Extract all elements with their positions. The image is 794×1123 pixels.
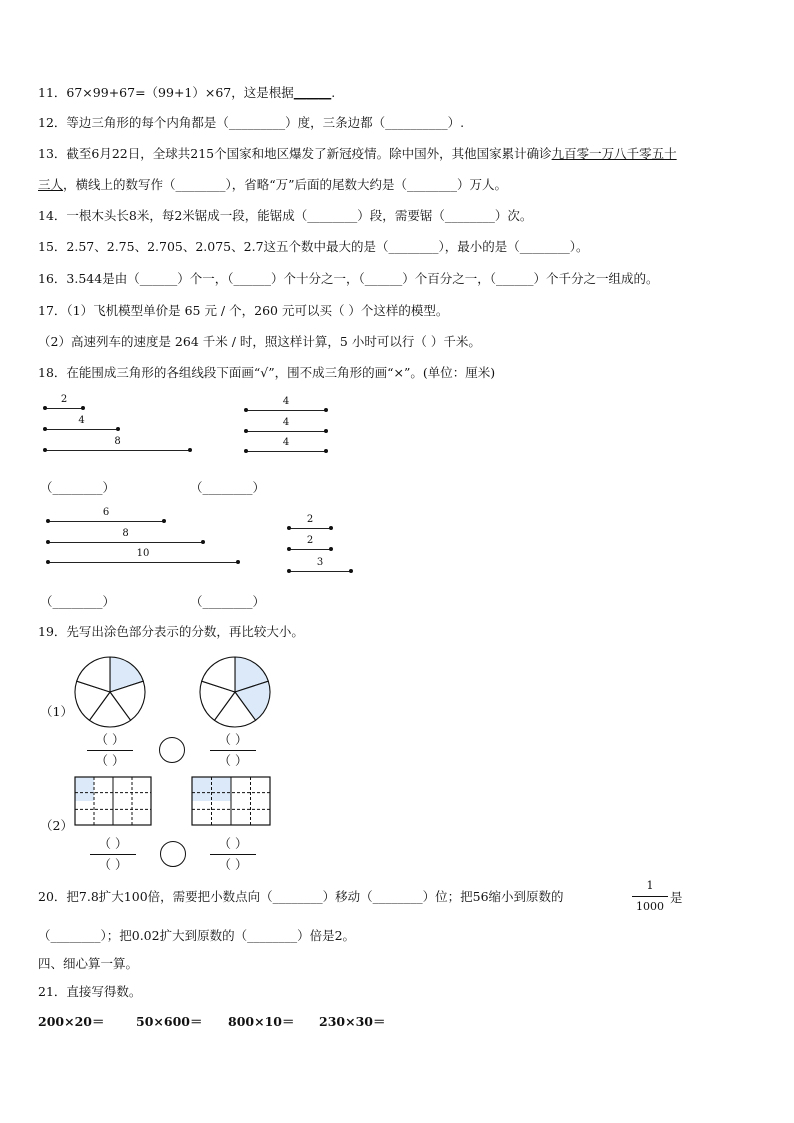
question-18: 18．在能围成三角形的各组线段下面画“√”，围不成三角形的画“×”。(单位：厘米) — [38, 365, 496, 380]
grid-cell — [94, 801, 113, 825]
fraction-answer[interactable]: （ ） （ ） — [210, 732, 256, 769]
question-20-suffix: 是 — [670, 890, 683, 905]
calc-item: 200×20＝ — [38, 1014, 105, 1029]
grid-cell-shaded — [75, 777, 94, 801]
pie-slices — [75, 657, 145, 727]
question-11: 11．67×99+67=（99+1）×67，这是根据______. — [38, 85, 336, 100]
grid-cell-shaded — [192, 777, 212, 801]
section-heading: 四、细心算一算。 — [38, 956, 139, 971]
fraction-answer[interactable]: （ ） （ ） — [210, 836, 256, 873]
compare-circle[interactable] — [159, 737, 185, 763]
grid-cell — [94, 777, 113, 801]
grid-cell — [251, 801, 271, 825]
question-17-part1: 17．（1）飞机模型单价是 65 元 / 个，260 元可以买（ ）个这样的模型。 — [38, 303, 449, 318]
grid-cell — [132, 801, 151, 825]
grid-cell — [212, 801, 232, 825]
question-20-line1: 20．把7.8扩大100倍，需要把小数点向（________）移动（________）位；把56缩小到原数的 — [38, 889, 564, 904]
question-19: 19．先写出涂色部分表示的分数，再比较大小。 — [38, 624, 304, 639]
question-20-line2: （________）；把0.02扩大到原数的（________）倍是2。 — [38, 928, 356, 943]
calc-item: 230×30＝ — [319, 1014, 386, 1029]
pie-slices — [200, 657, 270, 727]
grid-cell — [113, 777, 132, 801]
grid-figure-2 — [191, 776, 271, 826]
answer-blank[interactable]: ______ — [293, 85, 332, 100]
grid-cells — [192, 777, 270, 825]
grid-cell — [251, 777, 271, 801]
question-15: 15．2.57、2.75、2.705、2.075、2.7这五个数中最大的是（________），最小的是（________）。 — [38, 239, 589, 254]
question-14: 14．一根木头长8米，每2米锯成一段，能锯成（________）段，需要锯（________）次。 — [38, 208, 533, 223]
grid-cell — [192, 801, 212, 825]
grid-cell — [132, 777, 151, 801]
calc-item: 50×600＝ — [136, 1014, 203, 1029]
grid-cell — [231, 801, 251, 825]
answer-blank[interactable]: （________） — [40, 594, 116, 609]
pie-figure-1 — [72, 654, 148, 730]
question-13-line1: 13．截至6月22日，全球共215个国家和地区爆发了新冠疫情。除中国外，其他国家累计确诊九百零一万八千零五十 — [38, 146, 677, 161]
compare-circle[interactable] — [160, 841, 186, 867]
question-12: 12．等边三角形的每个内角都是（_________）度，三条边都（__________）. — [38, 115, 465, 130]
question-21: 21．直接写得数。 — [38, 984, 142, 999]
grid-cell — [231, 777, 251, 801]
fraction-answer[interactable]: （ ） （ ） — [90, 836, 136, 873]
calc-item: 800×10＝ — [228, 1014, 295, 1029]
grid-cell-shaded — [212, 777, 232, 801]
grid-cell — [113, 801, 132, 825]
grid-cell — [75, 801, 94, 825]
question-16: 16．3.544是由（______）个一，（______）个十分之一，（______）个百分之一，（______）个千分之一组成的。 — [38, 271, 659, 286]
fraction-1-1000: 1 1000 — [632, 878, 668, 915]
pie-figure-2 — [197, 654, 273, 730]
fraction-answer[interactable]: （ ） （ ） — [87, 732, 133, 769]
answer-blank[interactable]: （________） — [190, 594, 266, 609]
answer-blank[interactable]: （________） — [40, 480, 116, 495]
grid-figure-1 — [74, 776, 152, 826]
grid-cells — [75, 777, 151, 825]
answer-blank[interactable]: （________） — [190, 480, 266, 495]
question-13-line2: 三人，横线上的数写作（________），省略“万”后面的尾数大约是（________）万人。 — [38, 177, 508, 192]
part-label: （1） — [40, 704, 73, 719]
part-label: （2） — [40, 818, 73, 833]
question-17-part2: （2）高速列车的速度是 264 千米 / 时，照这样计算，5 小时可以行（ ）千米。 — [38, 334, 481, 349]
